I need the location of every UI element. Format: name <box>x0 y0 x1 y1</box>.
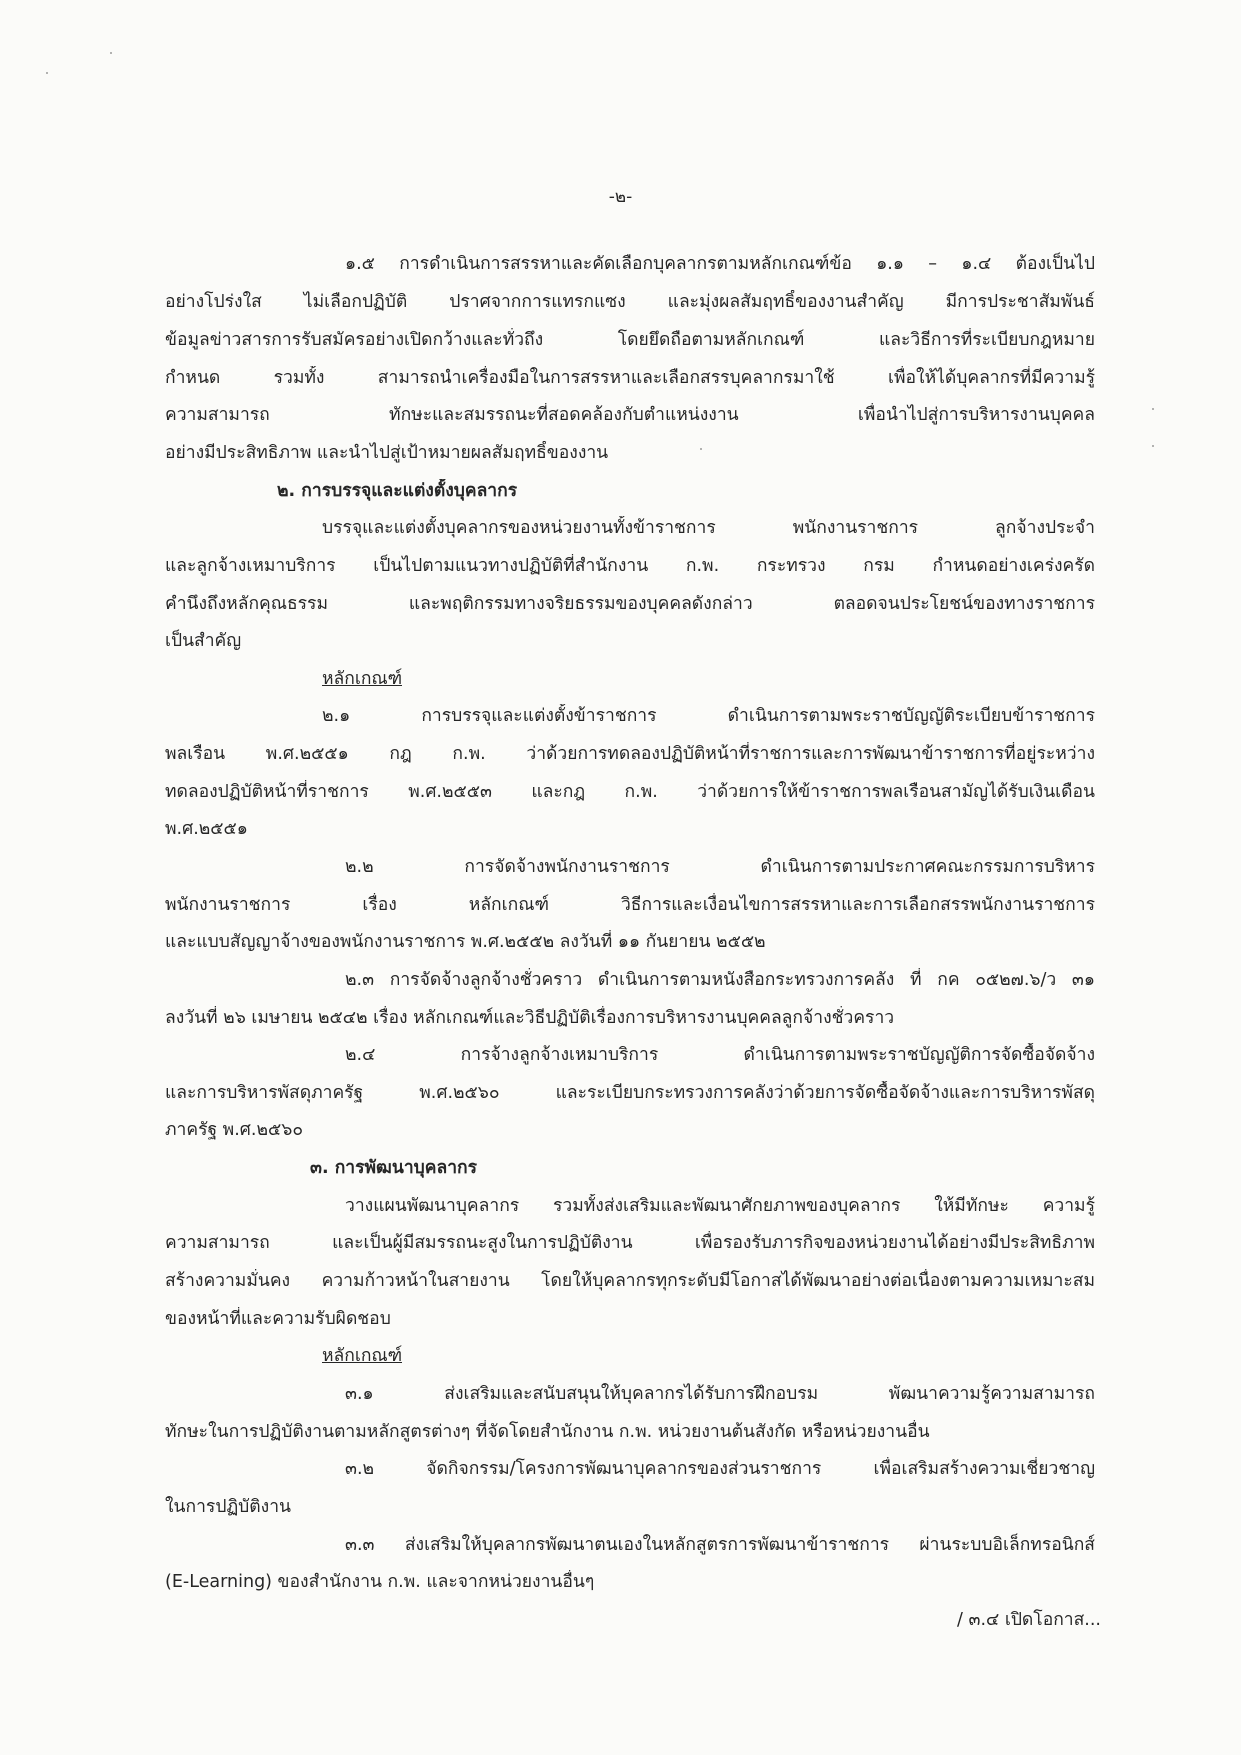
paragraph-line: ๒.๓ การจัดจ้างลูกจ้างชั่วคราว ดำเนินการตามหนังสือกระทรวงการคลัง ที่ กค ๐๕๒๗.๖/ว ๓๑ <box>345 970 1095 990</box>
paragraph-line: ๓.๓ ส่งเสริมให้บุคลากรพัฒนาตนเองในหลักสูตรการพัฒนาข้าราชการ ผ่านระบบอิเล็กทรอนิกส์ <box>345 1535 1095 1555</box>
paragraph-line: และลูกจ้างเหมาบริการ เป็นไปตามแนวทางปฏิบัติที่สำนักงาน ก.พ. กระทรวง กรม กำหนดอย่างเคร่งครัด <box>165 556 1095 576</box>
paragraph-line: ภาครัฐ พ.ศ.๒๕๖๐ <box>165 1120 304 1140</box>
scan-speck <box>110 52 112 54</box>
paragraph-line: บรรจุและแต่งตั้งบุคลากรของหน่วยงานทั้งข้าราชการ พนักงานราชการ ลูกจ้างประจำ <box>322 518 1095 538</box>
paragraph-line: กำหนด รวมทั้ง สามารถนำเครื่องมือในการสรรหาและเลือกสรรบุคลากรมาใช้ เพื่อให้ได้บุคลากรที่มีความรู้ <box>165 368 1095 388</box>
paragraph-line: ข้อมูลข่าวสารการรับสมัครอย่างเปิดกว้างและทั่วถึง โดยยึดถือตามหลักเกณฑ์ และวิธีการที่ระเบียบกฎหมาย <box>165 330 1095 350</box>
paragraph-line: สร้างความมั่นคง ความก้าวหน้าในสายงาน โดยให้บุคลากรทุกระดับมีโอกาสได้พัฒนาอย่างต่อเนื่องตามความเหมาะสม <box>165 1271 1095 1291</box>
paragraph-line: ๑.๕ การดำเนินการสรรหาและคัดเลือกบุคลากรตามหลักเกณฑ์ข้อ ๑.๑ – ๑.๔ ต้องเป็นไป <box>345 254 1095 274</box>
continuation-note: / ๓.๔ เปิดโอกาส... <box>957 1610 1101 1630</box>
paragraph-line: เป็นสำคัญ <box>165 631 242 651</box>
paragraph-line: ๓.๑ ส่งเสริมและสนับสนุนให้บุคลากรได้รับการฝึกอบรม พัฒนาความรู้ความสามารถ <box>345 1384 1095 1404</box>
paragraph-line: ๒.๒ การจัดจ้างพนักงานราชการ ดำเนินการตามประกาศคณะกรรมการบริหาร <box>345 857 1095 877</box>
paragraph-line: ๒.๔ การจ้างลูกจ้างเหมาบริการ ดำเนินการตามพระราชบัญญัติการจัดซื้อจัดจ้าง <box>345 1045 1095 1065</box>
paragraph-line: วางแผนพัฒนาบุคลากร รวมทั้งส่งเสริมและพัฒนาศักยภาพของบุคลากร ให้มีทักษะ ความรู้ <box>345 1196 1095 1216</box>
paragraph-line: พนักงานราชการ เรื่อง หลักเกณฑ์ วิธีการและเงื่อนไขการสรรหาและการเลือกสรรพนักงานราชการ <box>165 895 1095 915</box>
paragraph-line: ๓.๒ จัดกิจกรรม/โครงการพัฒนาบุคลากรของส่วนราชการ เพื่อเสริมสร้างความเชี่ยวชาญ <box>345 1459 1095 1479</box>
criteria-heading: หลักเกณฑ์ <box>322 669 403 689</box>
paragraph-line: ทดลองปฏิบัติหน้าที่ราชการ พ.ศ.๒๕๕๓ และกฎ ก.พ. ว่าด้วยการให้ข้าราชการพลเรือนสามัญได้รับเงินเดือน <box>165 782 1095 802</box>
paragraph-line: และการบริหารพัสดุภาครัฐ พ.ศ.๒๕๖๐ และระเบียบกระทรวงการคลังว่าด้วยการจัดซื้อจัดจ้างและการบริหารพัสดุ <box>165 1083 1095 1103</box>
paragraph-line: ความสามารถ ทักษะและสมรรถนะที่สอดคล้องกับตำแหน่งงาน เพื่อนำไปสู่การบริหารงานบุคคล <box>165 405 1095 425</box>
scan-speck <box>1152 408 1154 410</box>
scan-speck <box>1152 445 1154 447</box>
page-number: -๒- <box>608 187 633 207</box>
paragraph-line: ความสามารถ และเป็นผู้มีสมรรถนะสูงในการปฏิบัติงาน เพื่อรองรับภารกิจของหน่วยงานได้อย่างมีประสิทธิภาพ <box>165 1233 1095 1253</box>
paragraph-line: ของหน้าที่และความรับผิดชอบ <box>165 1309 391 1329</box>
section-heading: ๓. การพัฒนาบุคลากร <box>310 1158 478 1178</box>
scan-speck <box>46 72 48 74</box>
paragraph-line: พลเรือน พ.ศ.๒๕๕๑ กฎ ก.พ. ว่าด้วยการทดลองปฏิบัติหน้าที่ราชการและการพัฒนาข้าราชการที่อยู่ระหว่าง <box>165 744 1095 764</box>
paragraph-line: อย่างมีประสิทธิภาพ และนำไปสู่เป้าหมายผลสัมฤทธิ์ของงาน <box>165 443 609 463</box>
paragraph-line: (E-Learning) ของสำนักงาน ก.พ. และจากหน่วยงานอื่นๆ <box>165 1572 595 1592</box>
paragraph-line: ทักษะในการปฏิบัติงานตามหลักสูตรต่างๆ ที่จัดโดยสำนักงาน ก.พ. หน่วยงานต้นสังกัด หรือหน่วยงานอื่น <box>165 1422 930 1442</box>
paragraph-line: ในการปฏิบัติงาน <box>165 1497 291 1517</box>
section-heading: ๒. การบรรจุและแต่งตั้งบุคลากร <box>277 481 518 501</box>
paragraph-line: พ.ศ.๒๕๕๑ <box>165 819 248 839</box>
paragraph-line: และแบบสัญญาจ้างของพนักงานราชการ พ.ศ.๒๕๕๒ ลงวันที่ ๑๑ กันยายน ๒๕๕๒ <box>165 932 766 952</box>
paragraph-line: อย่างโปร่งใส ไม่เลือกปฏิบัติ ปราศจากการแทรกแซง และมุ่งผลสัมฤทธิ์ของงานสำคัญ มีการประชาสัมพันธ์ <box>165 292 1095 312</box>
paragraph-line: ๒.๑ การบรรจุและแต่งตั้งข้าราชการ ดำเนินการตามพระราชบัญญัติระเบียบข้าราชการ <box>322 706 1095 726</box>
paragraph-line: ลงวันที่ ๒๖ เมษายน ๒๕๔๒ เรื่อง หลักเกณฑ์และวิธีปฏิบัติเรื่องการบริหารงานบุคคลลูกจ้างชั่วคราว <box>165 1008 895 1028</box>
paragraph-line: คำนึงถึงหลักคุณธรรม และพฤติกรรมทางจริยธรรมของบุคคลดังกล่าว ตลอดจนประโยชน์ของทางราชการ <box>165 594 1095 614</box>
scan-speck <box>700 448 702 450</box>
criteria-heading: หลักเกณฑ์ <box>322 1346 403 1366</box>
